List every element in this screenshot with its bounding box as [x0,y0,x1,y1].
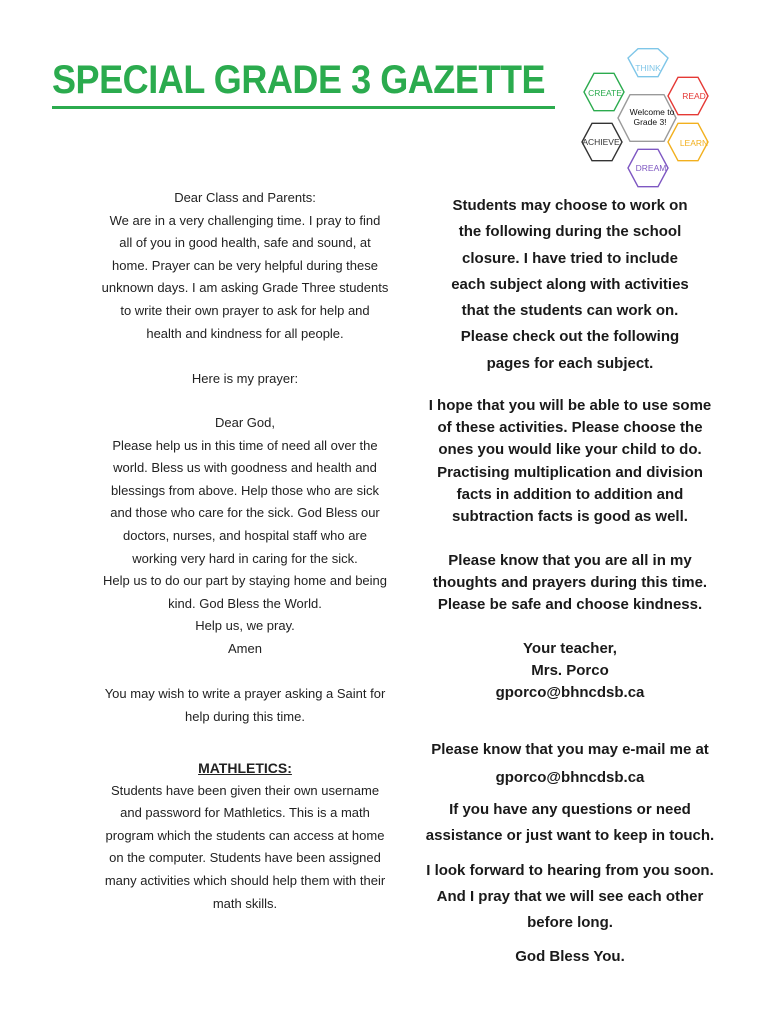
title-underline [52,106,555,109]
intro-line: We are in a very challenging time. I pray to find [109,212,381,228]
logo-welcome-text: Welcome to [629,107,675,117]
questions-line: If you have any questions or need [449,801,691,818]
closing-line: I look forward to hearing from you soon. [426,862,714,879]
prayer-line: blessings from above. Help those who are sick [110,482,380,498]
mathletics-line: Students have been given their own username [110,782,380,798]
prayer-line: Dear God, [215,415,275,430]
mathletics-line: math skills. [212,895,278,911]
intro-line: home. Prayer can be very helpful during these [112,257,378,273]
questions-line: assistance or just want to keep in touch. [425,827,715,844]
activities-line: ones you would like your child to do. [438,441,702,459]
page-title: SPECIAL GRADE 3 GAZETTE [52,58,546,102]
hex-think-label: THINK [635,63,661,73]
signature-email[interactable]: gporco@bhncdsb.ca [495,684,645,702]
email-link[interactable]: gporco@bhncdsb.ca [495,769,645,786]
subjects-line: Students may choose to work on [452,197,688,214]
prayer-line: Help us, we pray. [195,618,295,634]
hex-read-label: READ [682,91,706,101]
signature-line: Your teacher, [523,640,617,657]
prayer-line: Please help us in this time of need all over the [112,437,378,453]
mathletics-line: on the computer. Students have been assigned [109,850,381,866]
prayer-line: and those who care for the sick. God Bless our [110,505,380,521]
mathletics-line: program which the students can access at home [105,827,385,843]
prayer-line: doctors, nurses, and hospital staff who are [122,527,367,543]
signature [415,638,725,705]
letter-intro [86,187,404,345]
hex-achieve-label: ACHIEVE [582,137,620,147]
blessing-line: God Bless You. [515,948,625,965]
mathletics-line: and password for Mathletics. This is a math [120,805,370,821]
closing-note [415,858,725,936]
prayer-line: kind. God Bless the World. [168,595,322,611]
subjects-line: Please check out the following [460,328,680,346]
email-note [415,736,725,792]
prayers-line: thoughts and prayers during this time. [432,574,708,592]
subjects-line: the following during the school [458,223,682,241]
hex-dream-label: DREAM [635,163,667,173]
prayer-line: working very hard in caring for the sick. [132,550,358,566]
intro-line: to write their own prayer to ask for help and [120,302,370,318]
mathletics-section [86,757,404,915]
signature-name: Mrs. Porco [531,662,609,680]
hex-create-label: CREATE [588,88,622,98]
activities-line: I hope that you will be able to use some [428,397,712,414]
welcome-hexagon-logo [578,46,728,192]
saint-note [86,683,404,728]
saint-line: help during this time. [185,708,305,724]
prayer-line: world. Bless us with goodness and health and [113,460,377,476]
intro-line: health and kindness for all people. [146,325,344,341]
subjects-line: each subject along with activities [451,275,689,293]
prayer-block [86,412,404,661]
subjects-line: pages for each subject. [486,354,654,372]
subjects-line: that the students can work on. [461,302,679,320]
hex-learn-label: LEARN [679,138,709,148]
blessing [415,944,725,970]
greeting: Dear Class and Parents: [174,190,316,205]
closing-line: before long. [527,914,613,931]
prayers-line: Please be safe and choose kindness. [437,596,703,614]
subjects-line: closure. I have tried to include [462,249,678,267]
questions-note [415,797,725,849]
prayers-note [415,550,725,617]
prayer-intro-block [86,368,404,391]
prayer-intro: Here is my prayer: [191,371,299,386]
closing-line: And I pray that we will see each other [436,888,704,905]
subjects-intro [415,193,725,377]
prayer-line: Amen [228,640,262,656]
logo-grade-text: Grade 3! [633,117,667,127]
intro-line: all of you in good health, safe and sound, at [119,235,371,251]
mathletics-heading: MATHLETICS: [198,760,292,776]
activities-line: subtraction facts is good as well. [452,508,688,526]
email-note-line: Please know that you may e-mail me at [431,741,709,758]
activities-line: facts in addition to addition and [456,485,684,503]
activities-line: Practising multiplication and division [437,463,703,481]
mathletics-line: many activities which should help them with their [104,872,386,888]
activities-line: of these activities. Please choose the [437,419,703,437]
activities-note [415,395,725,528]
prayer-line: Help us to do our part by staying home and being [102,573,387,589]
prayers-line: Please know that you are all in my [448,552,692,569]
saint-line: You may wish to write a prayer asking a Saint for [104,686,386,701]
intro-line: unknown days. I am asking Grade Three students [101,280,389,296]
